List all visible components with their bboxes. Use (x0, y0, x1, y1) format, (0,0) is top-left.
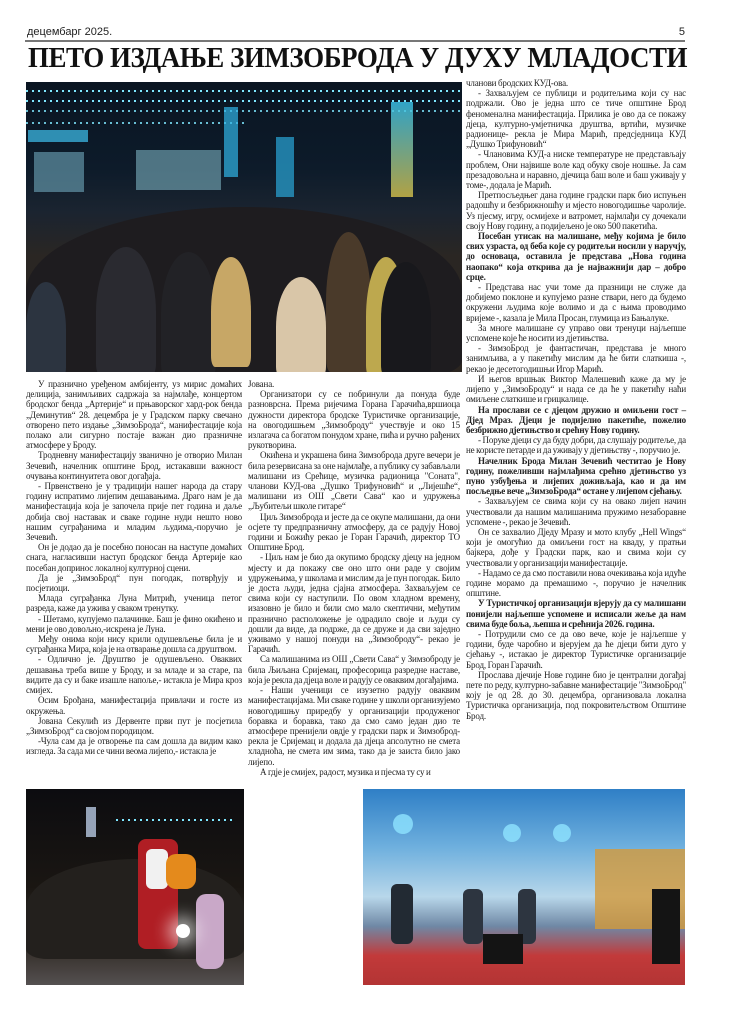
bassist (463, 889, 483, 944)
snowflake-decoration (393, 814, 413, 834)
article-column-1 (26, 379, 242, 757)
person (326, 232, 371, 372)
paragraph: - Потрудили смо се да ово вече, које је најљепше у години, буде чаробно и вјерујем да ће дјеци бити дуго у сјећању -, истакао је директор Туристичке организације Брод, Горан Гарачић. (466, 628, 686, 670)
paragraph: Он се захвалио Дједу Мразу и мото клубу „Hell Wings“ који је омогућио да омиљени гост на кваду, у пратњи бајкера, дође у Градски парк, као и свима који су учествовали у организацији манифестације. (466, 526, 686, 568)
paragraph: -Чула сам да је отворење па сам дошла да видим како изгледа. За сада ми се чини веома лијепо,- истакла је (26, 736, 242, 757)
paragraph: Да је „ЗимзоБрод“ пун погодак, потврђују и посјетиоци. (26, 572, 242, 594)
main-photo-crowd (26, 82, 462, 372)
paragraph: Он је додао да је посебно поносан на наступе домаћих снага, нагласивши наступ бродског бенда Артерије као посебан допринос локалној културној сцени. (26, 542, 242, 573)
paragraph: Претпосљедњег дана године градски парк био испуњен радошћу и безбрижношћу и мјесто новогодишње чаролије. Уз пјесму, игру, осмијехе и ватромет, најмлађи су дочекали своју Нову годину, а подијељено је око 500 пакетића. (466, 190, 686, 231)
paragraph: Циљ Зимзоброда и јесте да се окупе малишани, да они осјете ту предпразничну атмосферу, да се радују Новој години и Божићу рекао је Горан Гарачић, директор ТО Општине Брод. (248, 511, 460, 553)
paragraph: И његов вршњак Виктор Малешевић каже да му је лијепо у „ЗимзоБроду“ и нада се да ће у пакетићу наћи омиљене слаткише и грицкалице. (466, 373, 686, 405)
paragraph: - Члановима КУД-а ниске температуре не представљају проблем, Они највише воле кад обуку своје ношње. Ја сам презадовољна и наравно, дјечица баш воле и баш уживају у томе-, додала је Марић. (466, 149, 686, 191)
headline: ПЕТО ИЗДАЊЕ ЗИМЗОБРОДА У ДУХУ МЛАДОСТИ (28, 42, 688, 74)
bold-paragraph: У Туристичкој организацији вјерују да су малишани понијели најљепше успомене и исписали жеље да нам свима буде боља, љепша и срећнија 2026. година. (466, 598, 686, 629)
article-column-2 (248, 379, 460, 777)
paragraph: - Представа нас учи томе да празници не служе да добијемо поклоне и купујемо разне ствари, него да будемо окружени људима које волимо и да с њима проводимо вријеме -, казала је Мила Просан, глумица из Бањалуке. (466, 282, 686, 323)
paragraph: Јована Секулић из Дервенте први пут је посјетила „ЗимзоБрод“ са својом породицом. (26, 715, 242, 736)
bold-paragraph: На прослави се с дјецом дружио и омиљени гост – Дјед Мраз. Дјеци је подијелио пакетиће, пожелио безбрижно дјетињство и срећну Нову годину. (466, 404, 686, 435)
stage-speaker (483, 934, 523, 964)
paragraph: Организатори су се побринули да понуда буде разноврсна. Према ријечима Горана Гарачића,вршиоца дужности директора бродске Туристичке организације, на овогодишњем „Зимзоброду“ учествује и око 15 излагача са богатом понудом хране, пића и ручно рађених рукотворина. (248, 389, 460, 451)
bold-paragraph: Начелник Брода Милан Зечевић честитао је Нову годину, пожеливши најмлађима срећно дјетињство уз пуно узбуђења и лијепих доживљаја, као и да им посљедње вече „ЗимзоБрода“ остане у лијепом сјећању. (466, 455, 686, 497)
paragraph: - Првенствено је у традицији нашег народа да стару годину испратимо лијепим дешавањима. Драго нам је да манифестација која је започела прије пет година и даље добија свој наставак и сваке године нуди нешто ново нашим суграђанима и младим људима,-поручио је Зечевић. (26, 481, 242, 543)
paragraph: За многе малишане су управо ови тренуци најљепше успомене које ће носити из дјетињства. (466, 322, 686, 344)
paragraph: Осим Брођана, манифестација привлачи и госте из окружења. (26, 695, 242, 716)
person (26, 282, 66, 372)
snowflake-decoration (503, 824, 521, 842)
string-lights (26, 90, 462, 92)
lit-tree (391, 102, 413, 197)
photo-band-stage (363, 789, 685, 985)
page-header (25, 26, 685, 42)
issue-date: децембарг 2025. (27, 26, 113, 38)
child (196, 894, 224, 969)
paragraph: - Надамо се да смо поставили нова очекивања која идуће године морамо да премашимо -, поручио је начелник општине. (466, 567, 686, 599)
paragraph: Међу онима који нису крили одушевљење била је и суграђанка Мира, која је на отварање дошла са друштвом. (26, 634, 242, 655)
paragraph: Тродневну манифестацију званично је отворио Милан Зечевић, начелник општине Брод, истакавши важност очувања континуитета овог догађаја. (26, 450, 242, 481)
lit-sign (28, 130, 88, 142)
guitarist (391, 884, 413, 944)
bold-paragraph: Посебан утисак на малишане, међу којима је било свих узраста, од беба које су родитељи носили у наручју, до основаца, оставила је представа „Нова година наопако“ која открива да је најважнији дар – добро срце. (466, 231, 686, 282)
gift-sack (166, 854, 196, 889)
santa-beard (146, 849, 168, 889)
photo-santa-children (26, 789, 244, 985)
lit-pillar (86, 807, 96, 837)
string-lights (26, 122, 246, 124)
paragraph: У празнично уређеном амбијенту, уз мирис домаћих делиција, занимљивих садржаја за најмлађе, концертом бродског бенда „Артерије“ и прњаворског хард-рок бенда „Деминутив“ 28. децембра је у Градском парку свечано отворено пето издање „ЗимзоБрода“, манифестације која полако али сигурно постаје важан дио празничне атмосфере у Броду. (26, 379, 242, 451)
person (276, 277, 326, 372)
kiosk (136, 150, 221, 190)
page-number: 5 (678, 26, 685, 38)
paragraph: - Захваљујем се свима који су на овако лијеп начин учествовали да нашим малишанима пружимо незаборавне успомене -, рекао је Зечевић. (466, 496, 686, 527)
paragraph: Јована. (248, 379, 275, 389)
paragraph: - Наши ученици се изузетно радују оваквим манифестацијама. Ми сваке године у школи организујемо новогодишњу приредбу у организацији продуженог боравка и боравка, тако да смо само један дио те атмосфере пренијели овдје у градски парк и Зимзоброд- рекла је Сријемац и додала да дјеца апсолутно не смета хладноћа, не смета им зима, тако да је заиста било јако лијепо. (248, 685, 460, 767)
paragraph: - Одлично је. Друштво је одушевљено. Оваквих дешавања треба више у Броду, и за младе и за старе, па видите да су и баке изашле напоље,- истакла је Мира кроз смијех. (26, 654, 242, 696)
paragraph: - Циљ нам је био да окупимо бродску дјецу на једном мјесту и да покажу све оно што они раде у својим удружењима, у школама и мислим да је пун погодак. Било је доста људи, једна сјајна атмосфера. Захваљујем се свима који су наступили. По овом хладном времену, изазовно је било и били смо мало скептични, међутим празнично расположење је одрадило своје и људи су дошли да виде, да подрже, да се друже и да сви заједно уживамо у нашој понуди на „Зимзоброду“- рекао је Гарачић. (248, 552, 460, 655)
paragraph: - Шетамо, купујемо палачинке. Баш је фино окићено и мени је ово довољно,-искрена је Луна. (26, 613, 242, 634)
person (96, 247, 156, 372)
lit-pillar (276, 137, 294, 197)
string-lights (116, 819, 236, 821)
paragraph: А гдје је смијех, радост, музика и пјесма ту су и (260, 766, 431, 777)
paragraph: Млада суграђанка Луна Митрић, ученица петог разреда, каже да ужива у сваком тренутку. (26, 593, 242, 614)
person (381, 262, 431, 372)
paragraph: Са малишанима из ОШ „Свети Сава“ у Зимзоброду је била Љиљана Сријемац, професорица разредне наставе, која је рекла да дјеца воле и радују се оваквим догађајима. (248, 654, 460, 685)
paragraph: - Поруке дјеци су да буду добри, да слушају родитеље, да не користе петарде и да уживају у дјетињству -, поручио је. (466, 435, 686, 456)
spotlight (176, 924, 190, 938)
stage-speaker (652, 889, 680, 964)
article-column-3 (466, 78, 686, 721)
paragraph: - Захваљујем се публици и родитељима који су нас подржали. Ово је једна што се тиче општине Брод феноменална манифестација. Прилика је ово да се покажу дјеца, културно-умјетничка друштва, вртићи, музичке радионице- рекла је Мира Марић, предсједница КУД „Душко Трифуновић“ (466, 88, 686, 150)
paragraph: чланови бродских КУД-ова. (466, 78, 569, 88)
person (211, 257, 251, 367)
paragraph: - ЗимзоБрод је фантастичан, представа је много занимљива, а у пакетићу мислим да ће бити слаткиша -, рекао је десетогодишњи Игор Марић. (466, 343, 686, 374)
lit-pillar (224, 107, 238, 177)
kiosk (34, 152, 84, 192)
person (161, 252, 216, 372)
snowflake-decoration (553, 824, 571, 842)
paragraph: Окићена и украшена бина Зимзоброда друге вечери је била резервисана за оне најмлађе, а публику су забављали малишани из Срећице, музичка радионица "Соната", чланови КУД-ова „Душко Трифуновић“ и „Лијешће“, малишани из ОШ „Свети Сава“ као и удружења „Љубитељи школе гитаре“ (248, 450, 460, 512)
paragraph: Прослава дјечије Нове године био је централни догађај пете по реду, културно-забавне манифестације "ЗимзоБрод" коју је од 28. до 30. децембра, организовала локална Туристичка организација, под покровитељством Општине Брод. (466, 669, 686, 721)
